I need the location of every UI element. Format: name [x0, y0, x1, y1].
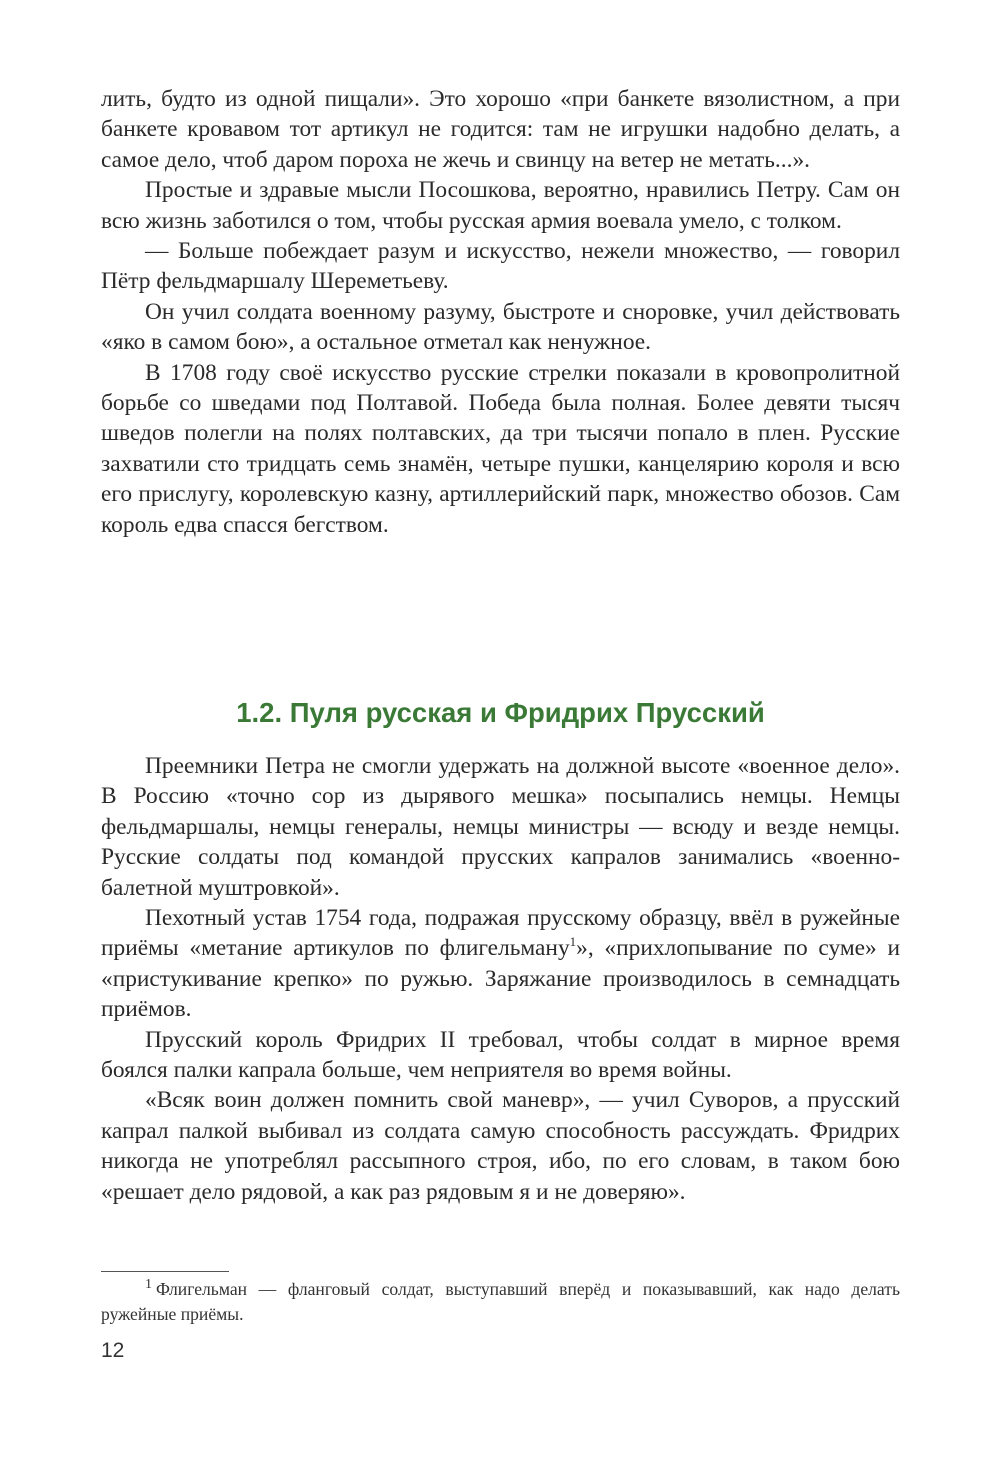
page-number: 12: [101, 1339, 125, 1362]
paragraph: — Больше побеждает разум и искусство, нежели множество, — говорил Пётр фельдмаршалу Шереметьеву.: [101, 238, 900, 295]
text-block-top: [101, 84, 900, 540]
paragraph: Простые и здравые мысли Посошкова, вероятно, нравились Петру. Сам он всю жизнь заботился о том, чтобы русская армия воевала умело, с толком.: [101, 177, 900, 234]
paragraph-text: Пехотный устав 1754 года, подражая прусскому образцу, ввёл в ружейные приёмы «метание артикулов по флигельману: [101, 905, 900, 962]
paragraph: лить, будто из одной пищали». Это хорошо «при банкете вязолистном, а при банкете кровавом тот артикул не годится: там не игрушки надобно делать, а самое дело, чтоб даром пороха не жечь и свинцу на ветер не метать...».: [101, 86, 900, 173]
section-heading: 1.2. Пуля русская и Фридрих Прусский: [236, 697, 765, 728]
footnote-divider: [101, 1271, 229, 1272]
paragraph-text: », «прихлопывание по суме» и «пристукивание крепко» по ружью. Заряжание производилось в семнадцать приёмов.: [101, 935, 900, 1023]
paragraph: Прусский король Фридрих II требовал, чтобы солдат в мирное время боялся палки капрала больше, чем неприятеля во время войны.: [101, 1026, 900, 1084]
paragraph: В 1708 году своё искусство русские стрелки показали в кровопролитной борьбе со шведами под Полтавой. Победа была полная. Более девяти тысяч шведов полегли на полях полтавских, да три тысячи попало в плен. Русские захватили сто тридцать семь знамён, четыре пушки, канцелярию короля и всю его прислугу, королевскую казну, артиллерийский парк, множество обозов. Сам король едва спасся бегством.: [101, 359, 900, 538]
footnote-reference[interactable]: 1: [569, 934, 577, 950]
footnote-mark: 1: [145, 1277, 152, 1293]
paragraph: Он учил солдата военному разуму, быстроте и сноровке, учил действовать «яко в самом бою», а остальное отметал как ненужное.: [101, 298, 900, 356]
footnote: [101, 1277, 900, 1327]
paragraph: Преемники Петра не смогли удержать на должной высоте «военное дело». В Россию «точно сор из дырявого мешка» посыпались немцы. Немцы фельдмаршалы, немцы генералы, немцы министры — всюду и везде немцы. Русские солдаты под командой прусских капралов занимались «военно-балетной муштровкой».: [101, 753, 900, 901]
footnote-text: Флигельман — фланговый солдат, выступавший вперёд и показывавший, как надо делать ружейные приёмы.: [101, 1279, 900, 1324]
paragraph-with-footnote-ref: [101, 903, 900, 1025]
text-block-section: [101, 751, 900, 1207]
paragraph: «Всяк воин должен помнить свой маневр», — учил Суворов, а прусский капрал палкой выбивал из солдата самую способность рассуждать. Фридрих никогда не употреблял рассыпного строя, ибо, по его словам, в таком бою «решает дело рядовой, а как раз рядовым я и не доверяю».: [101, 1087, 900, 1205]
